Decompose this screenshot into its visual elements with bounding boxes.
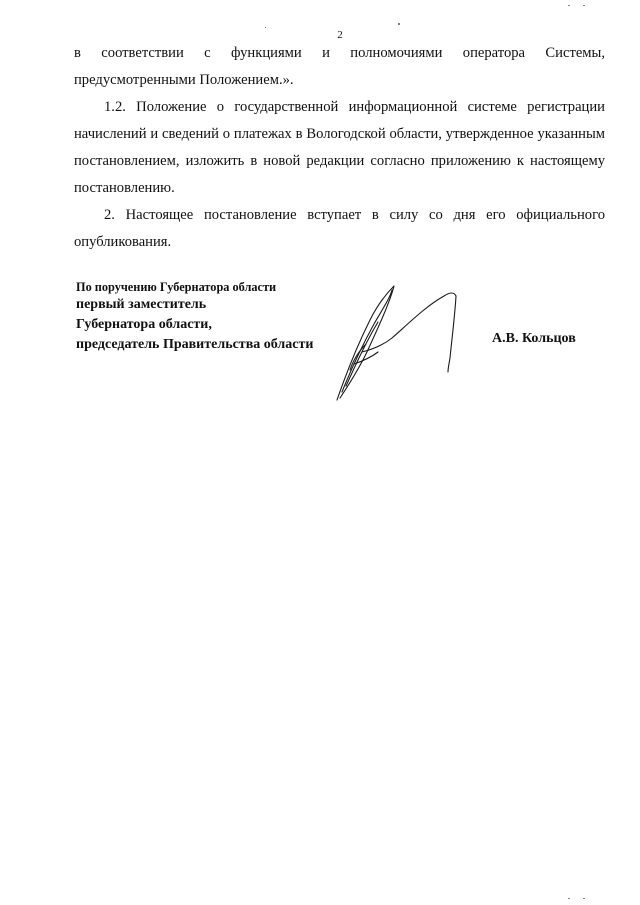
signatory-title-block [76, 279, 313, 355]
scan-speck [265, 27, 266, 28]
document-body [74, 40, 605, 256]
scan-speck [568, 898, 570, 899]
scan-speck [583, 5, 585, 6]
scan-speck [398, 23, 400, 25]
scan-speck [583, 898, 585, 899]
paragraph-continuation: в соответствии с функциями и полномочиями оператора Системы, предусмотренными Положением.». [74, 45, 605, 88]
signatory-name: А.В. Кольцов [492, 331, 576, 346]
paragraph-1-2: 1.2. Положение о государственной информационной системе регистрации начислений и сведений о платежах в Вологодской области, утвержденное указанным постановлением, изложить в новой редакции согласно приложению к настоящему постановлению. [74, 99, 605, 196]
page-number: 2 [337, 29, 343, 41]
paragraph-2: 2. Настоящее постановление вступает в силу со дня его официального опубликования. [74, 207, 605, 250]
handwritten-signature [330, 284, 470, 402]
signatory-authority-line: По поручению Губернатора области [76, 280, 277, 294]
scan-speck [568, 5, 570, 6]
signatory-position-line-2: Губернатора области, [76, 317, 212, 332]
signatory-position-line-3: председатель Правительства области [76, 337, 314, 352]
signatory-position-line-1: первый заместитель [76, 297, 207, 312]
